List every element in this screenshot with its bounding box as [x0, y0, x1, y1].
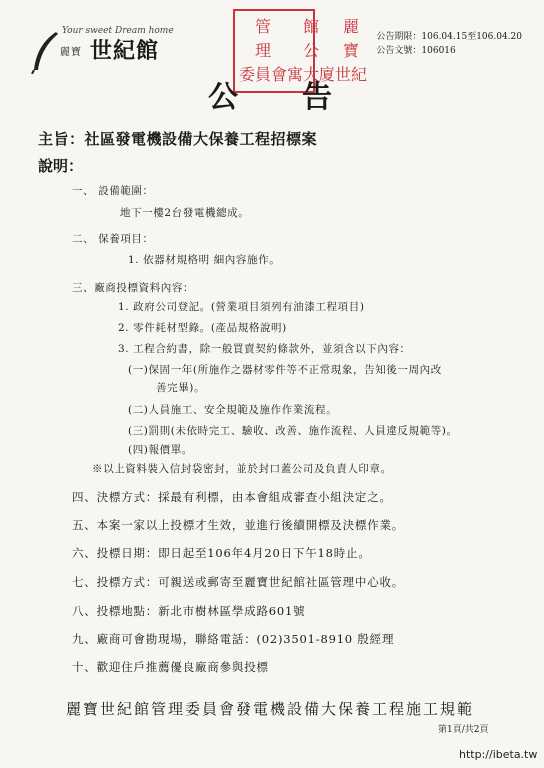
page-number: 第1頁/共2頁 — [438, 725, 489, 735]
notice-number: 公告文號：106016 — [376, 46, 456, 56]
item-2: 二、 保養項目： — [72, 233, 154, 245]
item-10: 十、歡迎住戶推薦優良廠商參與投標 — [72, 660, 269, 674]
item-1: 一、 設備範圍： — [72, 185, 154, 197]
item-7: 七、投標方式：可親送或郵寄至麗寶世紀館社區管理中心收。 — [72, 575, 405, 589]
item-1-detail: 地下一樓2台發電機總成。 — [120, 207, 250, 219]
item-9: 九、廠商可會勘現場，聯絡電話：(02)3501-8910 殷經理 — [72, 632, 395, 646]
seal-char: 管 — [255, 17, 272, 36]
item-3-3-4: (四)報價單。 — [128, 444, 193, 456]
seal-char: 館 — [303, 17, 320, 36]
item-3-3-1-cont: 善完畢)。 — [156, 382, 206, 394]
item-3-3-1: (一)保固一年(所施作之器材零件等不正常現象，告知後一周內改 — [128, 364, 442, 376]
item-3-3-3: (三)罰則(未依時完工、驗收、改善、施作流程、人員違反規範等)。 — [128, 425, 458, 437]
seal-char: 寶 — [343, 41, 360, 60]
footer-title: 麗寶世紀館管理委員會發電機設備大保養工程施工規範 — [66, 700, 475, 718]
item-2-detail: 1. 依器材規格明 細內容施作。 — [128, 254, 281, 266]
item-3-2: 2. 零件耗材型錄。(產品規格說明) — [118, 322, 287, 334]
logo-name: 世紀館 — [90, 38, 160, 64]
seal-char: 世紀 — [335, 65, 368, 84]
seal-char: 理 — [255, 41, 272, 60]
notice-period: 公告期限：106.04.15至106.04.20 — [376, 32, 522, 42]
seal-char: 麗 — [343, 17, 360, 36]
logo-small-text: 麗寶 — [60, 47, 82, 58]
item-3-1: 1. 政府公司登記。(營業項目須列有油漆工程項目) — [118, 301, 365, 313]
item-3-3-2: (二)人員施工、安全規範及施作作業流程。 — [128, 404, 338, 416]
seal-char: 委員會 — [239, 65, 288, 84]
watermark-url: http://ibeta.tw — [459, 748, 538, 761]
item-5: 五、本案一家以上投標才生效，並進行後續開標及決標作業。 — [72, 518, 405, 532]
notice-meta — [376, 30, 522, 58]
description-label: 說明： — [38, 157, 84, 175]
subject-line: 主旨：社區發電機設備大保養工程招標案 — [38, 130, 318, 148]
item-8: 八、投標地點：新北市樹林區學成路601號 — [72, 604, 306, 618]
announcement-heading: 公告 — [208, 80, 396, 115]
seal-char: 公 — [303, 41, 320, 60]
item-3-3: 3. 工程合約書，除一般買賣契約條款外，並須含以下內容： — [118, 343, 411, 355]
item-3-note: ※以上資料裝入信封袋密封，並於封口蓋公司及負責人印章。 — [92, 463, 392, 475]
item-3: 三、廠商投標資料內容： — [72, 282, 195, 294]
item-6: 六、投標日期：即日起至106年4月20日下午18時止。 — [72, 546, 371, 560]
seal-char: 寓大廈 — [287, 65, 336, 84]
logo-script-text: Your sweet Dream home — [62, 26, 174, 36]
item-4: 四、決標方式：採最有利標，由本會組成審查小組決定之。 — [72, 490, 392, 504]
quill-logo-icon — [30, 30, 60, 74]
